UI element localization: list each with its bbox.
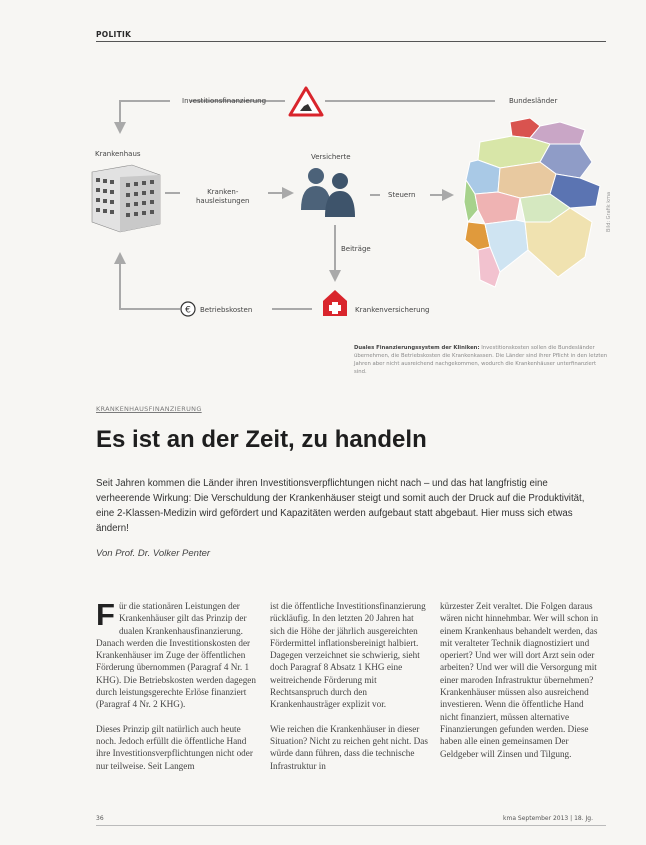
caption-title: Duales Finanzierungssystem der Kliniken: bbox=[354, 345, 480, 351]
article-headline: Es ist an der Zeit, zu handeln bbox=[96, 426, 427, 453]
diagram-caption bbox=[354, 344, 610, 376]
label-insurance: Krankenversicherung bbox=[355, 306, 430, 314]
svg-text:€: € bbox=[185, 305, 191, 316]
investment-arrow-left bbox=[120, 101, 170, 132]
construction-warning-icon bbox=[290, 88, 322, 115]
drop-cap: F bbox=[96, 597, 115, 632]
label-insured: Versicherte bbox=[311, 153, 351, 161]
euro-icon bbox=[181, 302, 195, 316]
paragraph: kürzester Zeit veraltet. Die Folgen daraus wären nicht hinnehmbar. Wer will schon in einem Krankenhaus behandelt werden, das mit veralteter Technik diagnostiziert und operiert? Und wer will dort Arzt sein oder arbeiten? Und wer will die Versorgung mit einer maroden Infrastruktur übernehmen? Krankenhäuser müssen also ausreichend investieren. Wenn die öffentliche Hand nicht finanziert, müssen alternative Finanzierungen gefunden werden. Diese haben alle einen gemeinsamen Der Geldgeber will Zinsen und Tilgung. bbox=[440, 601, 599, 759]
operating-costs-arrow bbox=[120, 254, 180, 309]
paragraph: Dieses Prinzip gilt natürlich auch heute noch. Jedoch erfüllt die öffentliche Hand ihre Investitionsverpflichtungen nicht oder nur teilweise. Seit Langem bbox=[96, 723, 253, 771]
article-kicker: KRANKENHAUSFINANZIERUNG bbox=[96, 405, 202, 413]
health-insurance-icon bbox=[323, 290, 347, 316]
paragraph-text: ür die stationären Leistungen der Krankenhäuser gilt das Prinzip der dualen Krankenhausfinanzierung. Danach werden die Investitionskosten der Krankenhäuser im Zuge der öffentlichen Förderung übernommen (Paragraf 4 Nr. 1 KHG). Die Betriebskosten werden dagegen durch leistungsgerechte Erlöse finanziert (Paragraf 4 Nr. 2 KHG). bbox=[96, 601, 256, 710]
caption-text: Investitionskosten sollen die Bundesländer übernehmen, die Betriebskosten die Krankenkassen. Die Länder sind ihrer Pflicht in den letzten Jahren aber nicht ausreichend nachgekommen, wodurch die Krankenhäuser unterfinanziert sind. bbox=[354, 345, 608, 375]
top-rule bbox=[96, 41, 606, 42]
insured-people-icon bbox=[301, 168, 355, 217]
footer-rule bbox=[96, 825, 606, 826]
article-author: Von Prof. Dr. Volker Penter bbox=[96, 548, 211, 559]
label-investment: Investitionsfinanzierung bbox=[182, 97, 267, 105]
section-label: POLITIK bbox=[96, 30, 132, 39]
label-states: Bundesländer bbox=[509, 97, 558, 105]
label-contributions: Beiträge bbox=[341, 245, 371, 253]
paragraph: Wie reichen die Krankenhäuser in dieser Situation? Nicht zu reichen geht nicht. Das würde dann führen, dass die technische Infrastruktur in bbox=[270, 723, 428, 771]
label-services: Kranken- hausleistungen bbox=[196, 188, 250, 205]
paragraph: ist die öffentliche Investitionsfinanzierung rückläufig. In den letzten 20 Jahren hat sich die Höhe der jährlich ausgereichten Fördermittel inflationsbereinigt halbiert. Dagegen verzeichnet sie schwierig, sieht doch Paragraf 8 Absatz 1 KHG eine weitreichende Förderung mit Rechtsanspruch durch den Krankenhausträger explizit vor. bbox=[270, 601, 426, 710]
hospital-building-icon bbox=[92, 165, 160, 232]
label-hospital: Krankenhaus bbox=[95, 150, 141, 158]
paragraph bbox=[96, 597, 256, 711]
label-taxes: Steuern bbox=[388, 191, 416, 199]
article-lead: Seit Jahren kommen die Länder ihren Investitionsverpflichtungen nicht nach – und das hat langfristig eine verheerende Wirkung: Die Verschuldung der Krankenhäuser steigt und somit auch der Druck auf die Produktivität, eine 2-Klassen-Medizin wird gefördert und Kapazitäten werden aufgebaut statt abgebaut. Hier muss sich etwas ändern! bbox=[96, 478, 585, 534]
issue-info: kma September 2013 | 18. Jg. bbox=[503, 815, 594, 822]
article-column-2 bbox=[270, 600, 430, 784]
article-column-1 bbox=[96, 597, 256, 784]
germany-map bbox=[464, 118, 600, 287]
page-number: 36 bbox=[96, 815, 104, 822]
article-column-3 bbox=[440, 600, 600, 772]
financing-diagram bbox=[80, 82, 620, 332]
side-note: Bild: Grafik kma bbox=[606, 191, 612, 232]
label-operating-costs: Betriebskosten bbox=[200, 306, 253, 314]
